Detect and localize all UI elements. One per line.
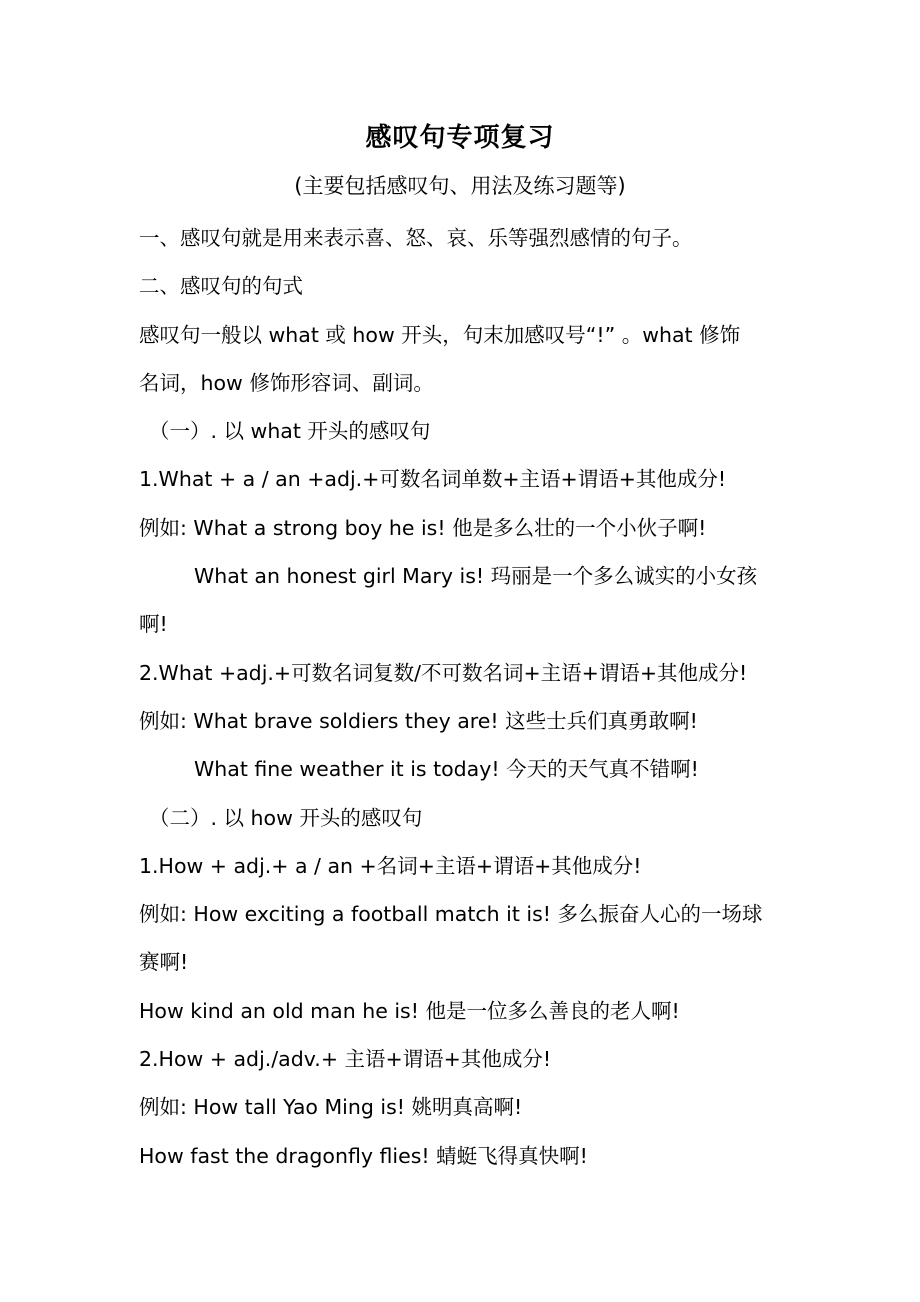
example-line: 例如: What a strong boy he is! 他是多么壮的一个小伙子啊! xyxy=(139,515,707,540)
example-line: What an honest girl Mary is! 玛丽是一个多么诚实的小女孩 xyxy=(194,564,758,589)
example-line-cont: 啊! xyxy=(139,612,168,637)
example-line-cont: 赛啊! xyxy=(139,950,189,975)
paragraph-intro: 感叹句一般以 what 或 how 开头，句末加感叹号“!” 。what 修饰 xyxy=(139,322,741,347)
rule-what-2: 2.What +adj.+可数名词复数/不可数名词+主语+谓语+其他成分! xyxy=(139,660,748,685)
example-line: 例如: How tall Yao Ming is! 姚明真高啊! xyxy=(139,1095,523,1120)
example-line: 例如: How exciting a football match it is! 多么振奋人心的一场球 xyxy=(139,902,763,927)
example-line: How kind an old man he is! 他是一位多么善良的老人啊! xyxy=(139,998,680,1023)
section-heading-patterns: 二、感叹句的句式 xyxy=(139,274,303,299)
example-line: 例如: What brave soldiers they are! 这些士兵们真勇敢啊! xyxy=(139,708,698,733)
rule-how-1: 1.How + adj.+ a / an +名词+主语+谓语+其他成分! xyxy=(139,853,642,878)
document-title: 感叹句专项复习 xyxy=(365,123,555,153)
rule-what-1: 1.What + a / an +adj.+可数名词单数+主语+谓语+其他成分! xyxy=(139,467,727,492)
paragraph-definition: 一、感叹句就是用来表示喜、怒、哀、乐等强烈感情的句子。 xyxy=(139,226,693,250)
rule-how-2: 2.How + adj./adv.+ 主语+谓语+其他成分! xyxy=(139,1047,552,1072)
paragraph-intro-cont: 名词，how 修饰形容词、副词。 xyxy=(139,370,434,395)
subheading-how: （二）. 以 how 开头的感叹句 xyxy=(149,805,423,830)
document-subtitle: (主要包括感叹句、用法及练习题等) xyxy=(294,174,626,198)
document-body xyxy=(139,214,799,1180)
example-line: What fine weather it is today! 今天的天气真不错啊! xyxy=(194,757,699,782)
subheading-what: （一）. 以 what 开头的感叹句 xyxy=(149,419,431,444)
example-line: How fast the dragonfly flies! 蜻蜓飞得真快啊! xyxy=(139,1143,588,1168)
